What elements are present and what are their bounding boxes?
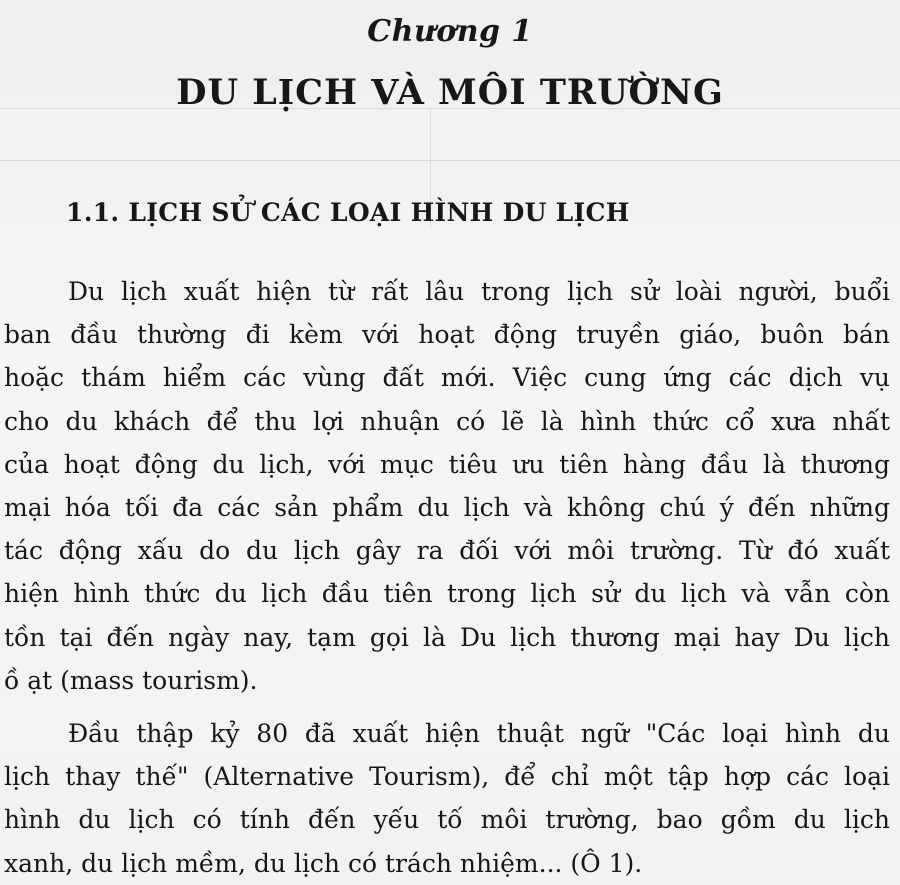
text-line: hiện hình thức du lịch đầu tiên trong lịch sử du lịch và vẫn còn — [4, 579, 890, 609]
text-line: xanh, du lịch mềm, du lịch có trách nhiệm... (Ô 1). — [4, 848, 643, 878]
text-line: ồ ạt (mass tourism). — [4, 665, 258, 695]
paragraph-2 — [4, 712, 890, 885]
chapter-title: DU LỊCH VÀ MÔI TRƯỜNG — [176, 72, 724, 113]
chapter-label: Chương 1 — [367, 14, 533, 49]
section-heading: 1.1. LỊCH SỬ CÁC LOẠI HÌNH DU LỊCH — [66, 198, 630, 227]
text-line: Đầu thập kỷ 80 đã xuất hiện thuật ngữ "Các loại hình du — [68, 719, 890, 748]
text-line: của hoạt động du lịch, với mục tiêu ưu tiên hàng đầu là thương — [4, 449, 890, 479]
text-line: lịch thay thế" (Alternative Tourism), để chỉ một tập hợp các loại — [4, 762, 890, 792]
text-line: hoặc thám hiểm các vùng đất mới. Việc cung ứng các dịch vụ — [4, 363, 890, 393]
text-line: cho du khách để thu lợi nhuận có lẽ là hình thức cổ xưa nhất — [4, 406, 890, 436]
text-line: mại hóa tối đa các sản phẩm du lịch và không chú ý đến những — [4, 492, 890, 522]
text-line: ban đầu thường đi kèm với hoạt động truyền giáo, buôn bán — [4, 320, 890, 350]
bleed-through-rule — [0, 160, 900, 161]
text-line: tồn tại đến ngày nay, tạm gọi là Du lịch thương mại hay Du lịch — [4, 622, 890, 652]
text-line: tác động xấu do du lịch gây ra đối với môi trường. Từ đó xuất — [4, 536, 890, 566]
text-line: hình du lịch có tính đến yếu tố môi trường, bao gồm du lịch — [4, 805, 890, 835]
paragraph-1 — [4, 270, 890, 702]
text-line: Du lịch xuất hiện từ rất lâu trong lịch sử loài người, buổi — [68, 277, 890, 306]
